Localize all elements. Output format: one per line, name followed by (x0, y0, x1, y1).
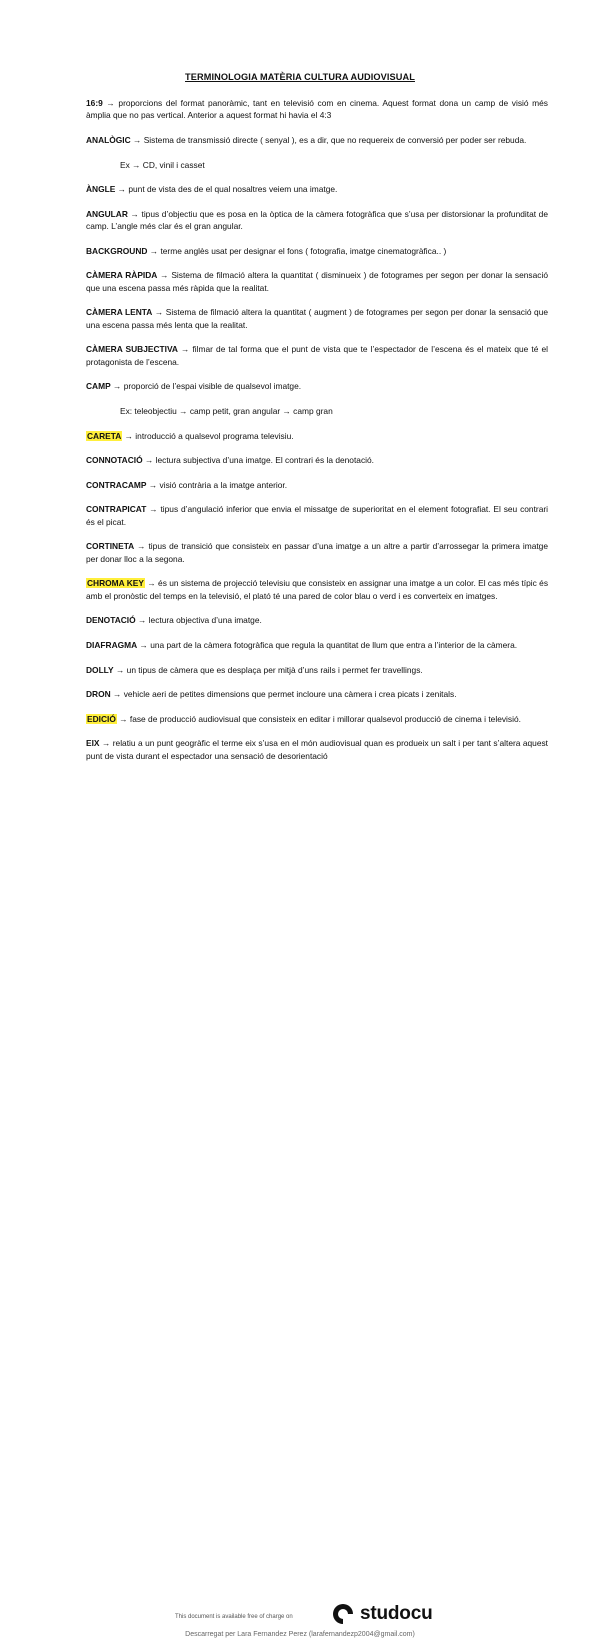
glossary-entry (86, 454, 548, 466)
document-title: TERMINOLOGIA MATÈRIA CULTURA AUDIOVISUAL (185, 72, 415, 82)
glossary-entry (86, 713, 548, 725)
glossary-term: CÀMERA LENTA (86, 307, 153, 318)
glossary-term: DENOTACIÓ (86, 615, 136, 626)
glossary-term: DRON (86, 689, 111, 700)
glossary-entry (86, 97, 548, 122)
glossary-entry (86, 614, 548, 626)
glossary-term: ANALÒGIC (86, 135, 131, 145)
glossary-term: CONNOTACIÓ (86, 455, 143, 466)
glossary-term: 16:9 (86, 98, 103, 108)
example-line (86, 405, 548, 417)
glossary-term: CARETA (87, 430, 122, 441)
glossary-term: DIAFRAGMA (86, 639, 138, 650)
glossary-term: CÀMERA SUBJECTIVA (86, 344, 178, 355)
glossary-definition: → punt de vista des de el qual nosaltres veiem una imatge. (117, 184, 338, 195)
glossary-definition: → relatiu a un punt geogràfic el terme eix s’usa en el món audiovisual quan es produeix un salt i per tant s’altera aquest punt de vista durant el espectador una sensació de desorientació (86, 738, 549, 761)
glossary-entry (86, 688, 548, 700)
glossary-definition: → tipus de transició que consisteix en passar d’una imatge a un altre a partir d’arrossegar la primera imatge per donar lloc a la segona. (86, 541, 548, 564)
footer (0, 800, 600, 1638)
glossary-term: CAMP (86, 381, 111, 392)
glossary-definition: → lectura subjectiva d’una imatge. El contrari és la denotació. (144, 455, 374, 466)
glossary-entry (86, 540, 548, 565)
glossary-definition: → visió contrària a la imatge anterior. (148, 479, 288, 490)
glossary-definition: → tipus d’objectiu que es posa en la òptica de la càmera fotogràfica que s’usa per distorsionar la profunditat de camp. L’angle més clar és el gran angular. (86, 208, 548, 232)
glossary-entry (86, 639, 548, 651)
glossary-term: CORTINETA (86, 541, 135, 552)
glossary-definition: → tipus d’angulació inferior que envia el missatge de superioritat en el element fotografiat. El seu contrari és el picat. (86, 504, 548, 527)
studocu-logo-icon (330, 1603, 356, 1625)
glossary-entry (86, 245, 548, 257)
glossary-term: EDICIÓ (87, 713, 116, 724)
glossary-entry (86, 208, 548, 233)
glossary-term: DOLLY (86, 664, 114, 675)
glossary-definition: → un tipus de càmera que es desplaça per mitjà d’uns rails i permet fer travellings. (115, 664, 423, 675)
glossary-entry (86, 343, 548, 368)
glossary-entry (86, 479, 548, 491)
glossary-term: CHROMA KEY (87, 578, 144, 589)
glossary-definition: → vehicle aeri de petites dimensions que permet incloure una càmera i crea picats i zenitals. (113, 689, 457, 700)
glossary-definition: → terme anglès usat per designar el fons ( fotografia, imatge cinematogràfica.. ) (149, 245, 447, 256)
download-note: Descarregat per Lara Fernandez Perez (larafernandezp2004@gmail.com) (185, 1631, 415, 1638)
glossary-term: CÀMERA RÀPIDA (86, 270, 158, 281)
glossary-definition: → proporcions del format panoràmic, tant en televisió com en cinema. Aquest format dona un camp de visió més àmplia que no pas vertical. Anterior a aquest format hi havia el 4:3 (86, 98, 548, 121)
glossary-entry (86, 134, 548, 146)
glossary-definition: → és un sistema de projecció televisiu que consisteix en assignar una imatge a un color. El cas més típic és amb el pronòstic del temps en la televisió, el plató té una pared de color blau o verd i es converteix en imatges. (86, 578, 549, 601)
glossary-entry (86, 577, 548, 602)
glossary-entry (86, 269, 548, 294)
glossary-term: ANGULAR (86, 208, 128, 219)
glossary-term: BACKGROUND (86, 245, 148, 256)
glossary-definition: → proporció de l’espai visible de qualsevol imatge. (113, 381, 302, 392)
glossary-definition: → una part de la càmera fotogràfica que regula la quantitat de llum que entra a l’interior de la càmera. (139, 639, 518, 650)
glossary-entry (86, 380, 548, 392)
studocu-logo[interactable] (330, 1603, 433, 1625)
glossary-entry (86, 503, 548, 528)
glossary-definition: → Sistema de filmació altera la quantitat ( augment ) de fotogrames per segon per donar la sensació que una escena passa més lenta que la realitat. (86, 307, 549, 330)
glossary-definition: → Sistema de transmissió directe ( senyal ), es a dir, que no requereix de conversió per poder ser rebuda. (133, 135, 527, 145)
example-line (86, 159, 548, 171)
glossary-definition: → fase de producció audiovisual que consisteix en editar i millorar qualsevol producció de cinema i televisió. (119, 713, 521, 724)
glossary-entry (86, 737, 548, 762)
glossary-entry (86, 430, 548, 442)
glossary-term: CONTRAPICAT (86, 504, 147, 515)
glossary-term: EIX (86, 738, 100, 749)
example-text: Ex: teleobjectiu → camp petit, gran angular → camp gran (120, 405, 333, 416)
studocu-wordmark: studocu (360, 1603, 433, 1624)
glossary-term: CONTRACAMP (86, 479, 147, 490)
glossary-entry (86, 306, 548, 331)
glossary-term: ÀNGLE (86, 184, 116, 195)
glossary-definition: → lectura objectiva d’una imatge. (137, 615, 262, 626)
glossary-definition: → Sistema de filmació altera la quantitat ( disminueix ) de fotogrames per segon per donar la sensació que una escena passa més ràpida que la realitat. (86, 270, 548, 293)
glossary-body (86, 97, 548, 774)
glossary-definition: → filmar de tal forma que el punt de vista que te l’espectador de l’escena és el mateix que té el protagonista de l’escena. (86, 344, 548, 367)
availability-note: This document is available free of charge on (175, 1614, 293, 1620)
glossary-entry (86, 183, 548, 195)
example-text: Ex → CD, vinil i casset (120, 159, 205, 170)
glossary-definition: → introducció a qualsevol programa televisiu. (124, 430, 294, 441)
glossary-entry (86, 664, 548, 676)
